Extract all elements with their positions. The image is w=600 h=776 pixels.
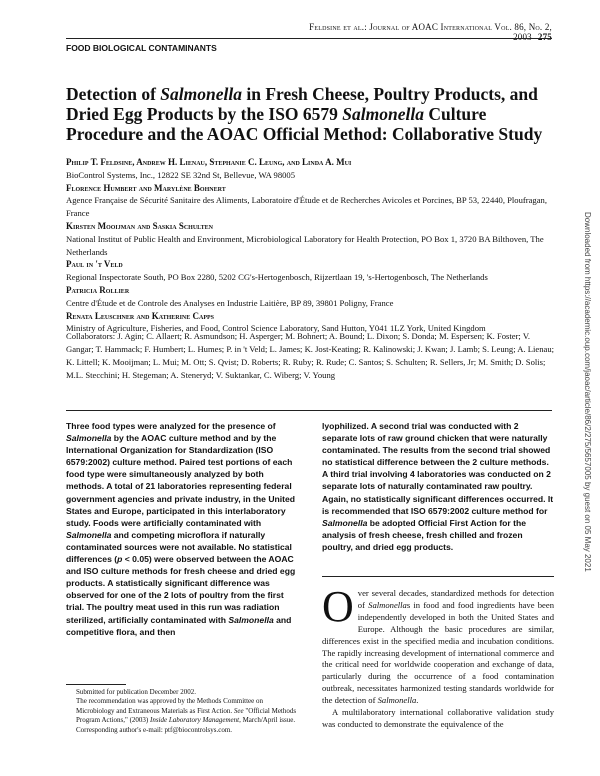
- abstract-text: and competing microflora if naturally contaminated sources were not available. No statistical differences (: [66, 529, 292, 565]
- author-names: Florence Humbert and Marylène Bohnert: [66, 182, 226, 193]
- affiliation: [66, 156, 556, 182]
- author-names: Philip T. Feldsine, Andrew H. Lienau, Stephanie C. Leung, and Linda A. Mui: [66, 157, 352, 167]
- abstract-text: and competitive flora, and then: [66, 614, 292, 637]
- body-rule: [322, 576, 554, 577]
- paragraph: A multilaboratory international collaborative validation study was conducted to demonstrate the equivalence of the: [322, 707, 554, 729]
- footnote-part: The recommendation was approved by the Methods Committee on Microbiology and Extraneous Materials as First Action.: [76, 697, 264, 715]
- affiliation: [66, 220, 556, 258]
- footnote: Corresponding author's e-mail: ptf@biocontrolsys.com.: [76, 725, 233, 734]
- body-text-part: Salmonella: [377, 695, 417, 706]
- abstract-left-column: [66, 420, 302, 638]
- author-names: Patricia Rollier: [66, 284, 130, 295]
- abstract-text: Three food types were analyzed for the presence of: [66, 421, 276, 431]
- drop-cap: O: [322, 582, 354, 631]
- title-part: Salmonella: [160, 84, 242, 104]
- page-number: 275: [537, 32, 552, 42]
- abstract-rule: [66, 410, 552, 411]
- institution: Centre d'Étude et de Controle des Analyses en Industrie Laitière, BP 89, 39801 Poligny, France: [66, 297, 394, 308]
- section-label: FOOD BIOLOGICAL CONTAMINANTS: [66, 43, 217, 53]
- abstract-text: Salmonella: [322, 517, 368, 528]
- affiliation: [66, 182, 556, 220]
- body-text: [322, 582, 554, 739]
- footnote-part: Inside Laboratory Management: [150, 716, 240, 725]
- footnote: [76, 697, 302, 725]
- download-watermark: Downloaded from https://academic.oup.com/jaoac/article/86/2/275/5657005 by guest on 05 May 2021: [583, 212, 592, 572]
- header-rule: [66, 38, 552, 39]
- abstract-text: < 0.05) were observed between the AOAC and ISO culture methods for fresh cheese and dried egg products. A statistically significant difference was observed for one of the 2 lots of poultry from the first trial. The poultry meat used in this run was radiation sterilized, artificially contaminated with: [66, 554, 296, 625]
- collaborators: Collaborators: J. Agin; C. Allaert; R. Asmundson; H. Asperger; M. Bohnert; A. Bound; L. Dixon; S. Donda; M. Espersen; K. Foster; V. Gangar; T. Hammack; F. Humbert; L. Humes; P. in 't Veld; L. James; K. Jost-Keating; R. Kalinowski; J. Kwan; J. Lamb; S. Leung; A. Lienau; K. Littell; K. Mooijman; L. Mui; M. Ott; S. Qvist; D. Roberts; R. Ruby; R. Rude; C. Santos; S. Schulten; R. Sellers, Jr; M. Smith; D. Solis; M.L. Stecchini; H. Stegeman; A. Steneryd; V. Suktankar, C. Wiberg; V. Young: [66, 331, 555, 380]
- author-names: Kirsten Mooijman and Saskia Schulten: [66, 220, 213, 231]
- author-names: Renata Leuschner and Katherine Capps: [66, 310, 215, 321]
- body-text-part: s in food and food ingredients have been independently developed in both the United States and Europe. Although the basic procedures are similar, differences exist in the specified media and incubation conditions. The rapidly increasing development of international commerce and the critical need for worldwide cooperation and exchange of data, particularly during the occurrence of a food contamination outbreak, necessitates harmonized testing standards worldwide for the detection of: [322, 599, 554, 706]
- abstract-text: Salmonella: [228, 614, 274, 625]
- running-header: [300, 22, 552, 42]
- body-text-part: ver several decades, standardized methods for detection of: [357, 588, 554, 610]
- abstract-text: by the AOAC culture method and by the International Organization for Standardization (ISO 6579:2002) culture method. Paired test portions of each food type were simultaneously analyzed by both methods. A total of 21 laboratories representing federal government agencies and private industry, in the United States and Europe, participated in this interlaboratory study. Foods were artificially contaminated with: [66, 433, 296, 528]
- institution: Regional Inspectorate South, PO Box 2280, 5202 CG's-Hertogenbosch, Rijzertlaan 19, 's-Hertogenbosch, The Netherlands: [66, 272, 488, 283]
- article-title: [66, 84, 556, 144]
- institution: BioControl Systems, Inc., 12822 SE 32nd St, Bellevue, WA 98005: [66, 169, 296, 180]
- author-names: Paul in 't Veld: [66, 259, 123, 270]
- footnotes: [66, 688, 302, 735]
- body-text-part: .: [416, 695, 419, 706]
- affiliations: [66, 156, 556, 335]
- journal-citation: Feldsine et al.: Journal of AOAC International Vol. 86, No. 2, 2003: [309, 22, 552, 42]
- title-part: in Fresh Cheese, Poultry Products, and Dried Egg Products by the ISO 6579: [66, 84, 538, 124]
- abstract-text: lyophilized. A second trial was conducted with 2 separate lots of raw ground chicken that were naturally contaminated. The results from the second trial showed no statistical difference between the 2 culture methods. A third trial involving 4 laboratories was conducted on 2 separate lots of naturally contaminated raw poultry. Again, no statistically significant differences occurred. It is recommended that ISO 6579:2002 culture method for: [322, 421, 554, 516]
- affiliation: [66, 284, 556, 310]
- abstract-text: Salmonella: [66, 529, 112, 540]
- title-part: Detection of: [66, 84, 161, 104]
- abstract-right-column: [322, 420, 554, 553]
- title-part: Culture Procedure and the AOAC Official Method: Collaborative Study: [66, 104, 543, 144]
- footnote-part: See: [233, 706, 244, 715]
- footnote-part: , March/April issue.: [239, 716, 296, 725]
- abstract-text: be adopted Official First Action for the analysis of fresh cheese, fresh chilled and frozen poultry, and dried egg products.: [322, 517, 527, 552]
- footnote-rule: [66, 684, 126, 685]
- title-part: Salmonella: [342, 104, 424, 124]
- institution: Ministry of Agriculture, Fisheries, and Food, Control Science Laboratory, Sand Hutton, Y041 1LZ York, United Kingdom: [66, 323, 486, 334]
- institution: Agence Française de Sécurité Sanitaire des Aliments, Laboratoire d'Étude et de Recherches Avicoles et Porcines, BP 53, 22440, Ploufragan, France: [66, 195, 547, 219]
- abstract-text: p: [117, 554, 123, 565]
- footnote-part: "Official Methods Program Actions," (2003): [76, 706, 297, 725]
- affiliation: [66, 258, 556, 284]
- paragraph: [322, 582, 554, 707]
- institution: National Institut of Public Health and Environment, Microbiological Laboratory for Health Protection, PO Box 1, 3720 BA Bilthoven, The Netherlands: [66, 233, 544, 257]
- abstract-text: Salmonella: [66, 433, 112, 444]
- footnote: Submitted for publication December 2002.: [76, 688, 196, 696]
- body-text-part: Salmonella: [368, 599, 407, 610]
